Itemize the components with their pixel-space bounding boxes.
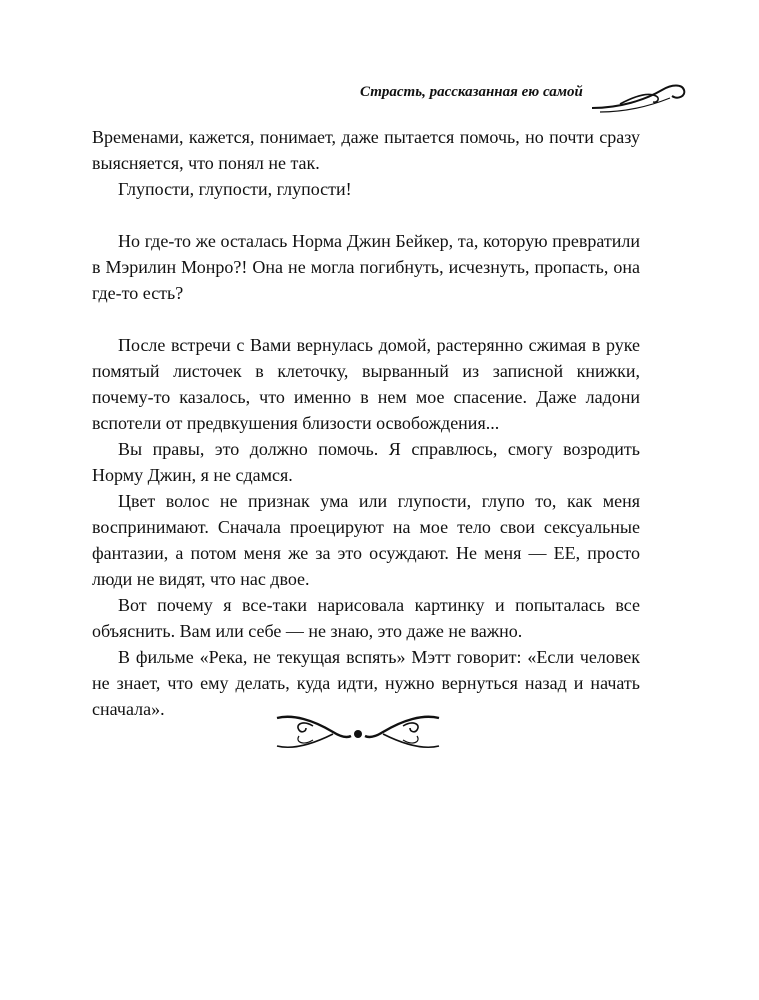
flourish-icon [590, 78, 690, 118]
paragraph: После встречи с Вами вернулась домой, растерянно сжимая в руке помятый листочек в клеточку, вырванный из записной книжки, почему-то казалось, что именно в нем мое спасение. Даже ладони вспотели от предвкушения близости освобождения... [92, 335, 640, 433]
paragraph: Вот почему я все-таки нарисовала картинку и попыталась все объяснить. Вам или себе — не знаю, это даже не важно. [92, 595, 640, 641]
paragraph: Глупости, глупости, глупости! [118, 179, 352, 199]
scroll-ornament-icon [273, 712, 443, 752]
running-title: Страсть, рассказанная ею самой [360, 84, 583, 100]
paragraph: Цвет волос не признак ума или глупости, глупо то, как меня воспринимают. Сначала проецируют на мое тело свои сексуальные фантазии, а потом меня же за это осуждают. Не меня — ЕЕ, просто люди не видят, что нас двое. [92, 491, 640, 589]
page-body [92, 124, 640, 722]
paragraph: В фильме «Река, не текущая вспять» Мэтт говорит: «Если человек не знает, что ему делать, куда идти, нужно вернуться назад и начать сначала». [92, 647, 640, 719]
running-header [360, 78, 690, 118]
paragraph: Но где-то же осталась Норма Джин Бейкер, та, которую превратили в Мэрилин Монро?! Она не могла погибнуть, исчезнуть, пропасть, она где-то есть? [92, 231, 640, 303]
paragraph: Временами, кажется, понимает, даже пытается помочь, но почти сразу выясняется, что понял не так. [92, 127, 640, 173]
paragraph: Вы правы, это должно помочь. Я справлюсь, смогу возродить Норму Джин, я не сдамся. [92, 439, 640, 485]
